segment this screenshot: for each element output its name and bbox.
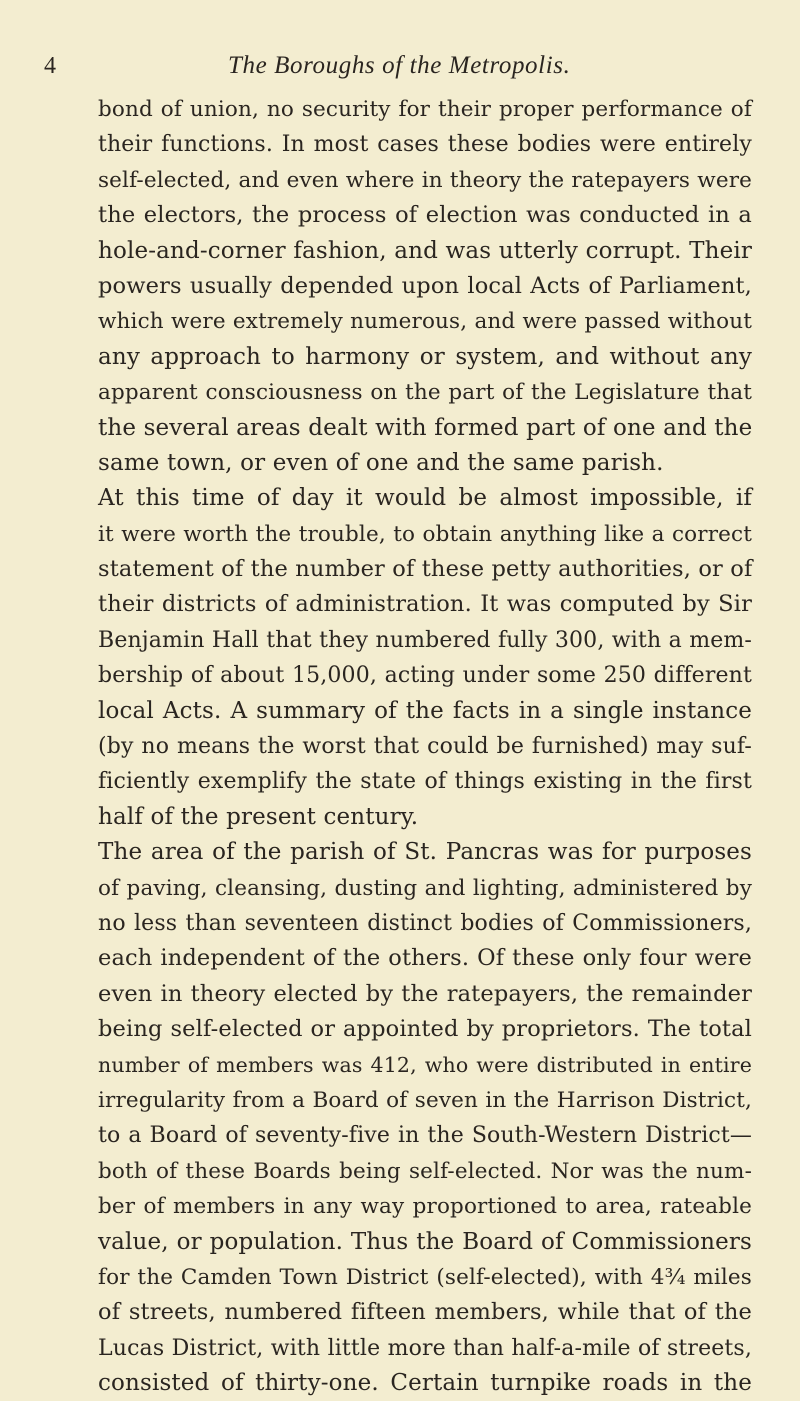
text-line: number of members was 412, who were distributed in entire [98,1052,752,1077]
text-line: each independent of the others. Of these only four were [98,945,752,972]
running-head [44,50,740,82]
text-line: statement of the number of these petty authorities, or of [98,556,753,583]
text-line: irregularity from a Board of seven in the Harrison District, [98,1087,752,1113]
text-line: Benjamin Hall that they numbered fully 300, with a mem- [98,627,752,653]
text-line: self-elected, and even where in theory the ratepayers were [98,167,752,193]
text-line: their functions. In most cases these bodies were entirely [98,132,752,158]
text-line: any approach to harmony or system, and without any [98,343,752,370]
text-line: consisted of thirty-one. Certain turnpike roads in the [98,1370,752,1397]
running-title: The Boroughs of the Metropolis. [228,52,571,79]
text-line: both of these Boards being self-elected. Nor was the num- [98,1158,752,1184]
text-line: their districts of administration. It was computed by Sir [98,591,752,618]
text-line: bership of about 15,000, acting under some 250 different [98,663,752,689]
text-line: ficiently exemplify the state of things existing in the first [98,769,752,795]
text-line: apparent consciousness on the part of the Legislature that [98,380,752,406]
text-line: (by no means the worst that could be furnished) may suf- [98,734,752,760]
text-line: no less than seventeen distinct bodies of Commissioners, [98,910,752,936]
text-line: value, or population. Thus the Board of Commissioners [98,1228,752,1255]
text-line: same town, or even of one and the same parish. [98,449,664,476]
body-text [98,92,752,1401]
text-line: which were extremely numerous, and were passed without [98,309,752,335]
text-line: half of the present century. [98,803,419,830]
text-line: hole-and-corner fashion, and was utterly corrupt. Their [98,237,752,264]
text-line: The area of the parish of St. Pancras was for purposes [98,839,752,866]
text-line: of paving, cleansing, dusting and lighting, administered by [98,875,752,901]
text-line: the several areas dealt with formed part of one and the [98,414,753,441]
text-line: ber of members in any way proportioned to area, rateable [98,1194,752,1220]
text-line: of streets, numbered fifteen members, while that of the [98,1299,752,1326]
text-line: Lucas District, with little more than half-a-mile of streets, [98,1335,752,1361]
text-line: the electors, the process of election was conducted in a [98,202,752,229]
text-line: even in theory elected by the ratepayers, the remainder [98,980,752,1007]
text-line: for the Camden Town District (self-elected), with 4¾ miles [98,1264,752,1290]
text-line: being self-elected or appointed by proprietors. The total [98,1016,752,1043]
text-line: bond of union, no security for their proper performance of [98,97,752,122]
text-line: local Acts. A summary of the facts in a single instance [98,697,752,724]
text-line: it were worth the trouble, to obtain anything like a correct [98,521,752,547]
text-line: to a Board of seventy-five in the South-Western District— [98,1123,752,1149]
page-number: 4 [44,53,56,79]
text-line: At this time of day it would be almost impossible, if [98,485,752,512]
text-line: powers usually depended upon local Acts of Parliament, [98,272,752,299]
